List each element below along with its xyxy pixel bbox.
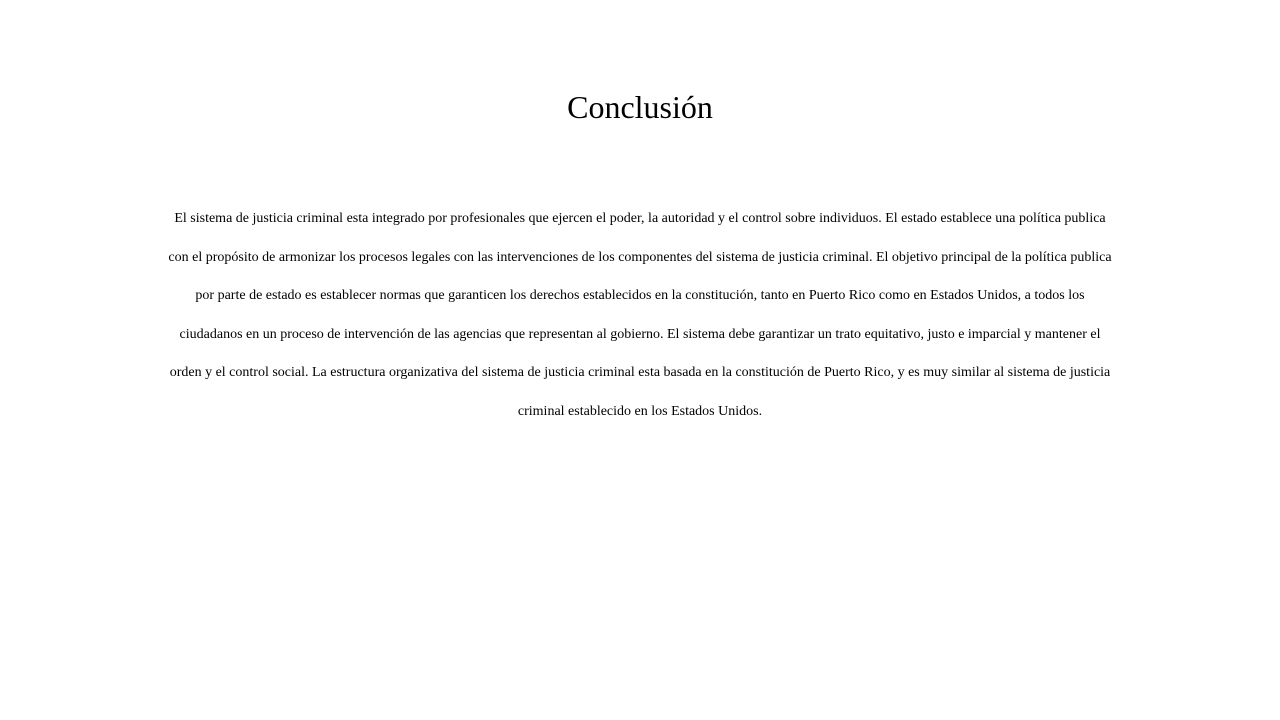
- body-line: ciudadanos en un proceso de intervención de las agencias que representan al gobierno. El sistema debe garantizar un trato equitativo, justo e imparcial y mantener el: [179, 326, 1101, 342]
- slide-body: [92, 200, 1188, 432]
- body-line: criminal establecido en los Estados Unidos.: [517, 403, 763, 419]
- body-line: con el propósito de armonizar los procesos legales con las intervenciones de los componentes del sistema de justicia criminal. El objetivo principal de la política publica: [168, 249, 1112, 265]
- slide-title: Conclusión: [567, 89, 713, 125]
- body-line: El sistema de justicia criminal esta integrado por profesionales que ejercen el poder, la autoridad y el control sobre individuos. El estado establece una política publica: [174, 211, 1106, 226]
- body-line: orden y el control social. La estructura organizativa del sistema de justicia criminal esta basada en la constitución de Puerto Rico, y es muy similar al sistema de justicia: [169, 365, 1111, 381]
- body-line: por parte de estado es establecer normas que garanticen los derechos establecidos en la constitución, tanto en Puerto Rico como en Estados Unidos, a todos los: [195, 288, 1085, 304]
